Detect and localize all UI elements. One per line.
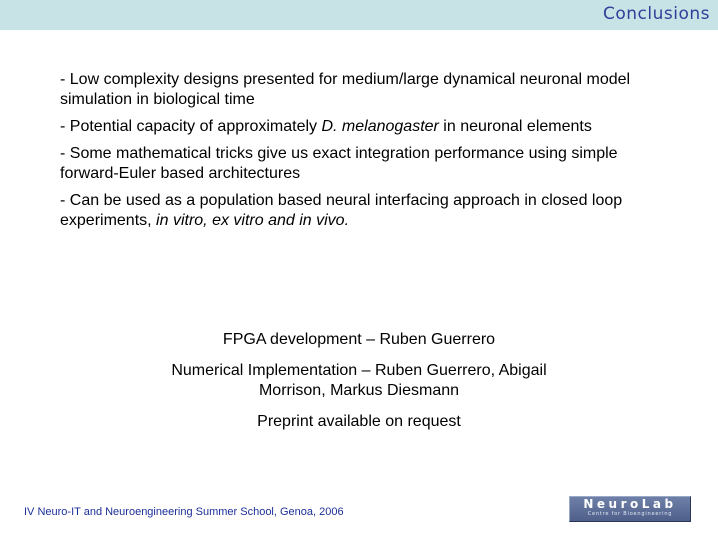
bullet-item: - Some mathematical tricks give us exact integration performance using simple forward-Euler based architectures (60, 145, 618, 182)
bullet-item: - Low complexity designs presented for medium/large dynamical neuronal model simulation in biological time (60, 71, 631, 108)
bullet-italic-text: in vitro, ex vitro and in vivo. (156, 212, 350, 229)
bullet-italic-text: D. melanogaster (321, 118, 439, 135)
credits-block (0, 330, 718, 443)
credit-fpga: FPGA development – Ruben Guerrero (222, 331, 496, 348)
bullet-text: - Potential capacity of approximately (60, 118, 322, 135)
bullet-text: - Can be used as a population based neural interfacing approach in closed loop experiments, (60, 192, 623, 229)
slide-title: Conclusions (602, 4, 710, 24)
header-bar (0, 0, 718, 30)
footer-text: IV Neuro-IT and Neuroengineering Summer School, Genoa, 2006 (24, 506, 344, 518)
neurolab-logo (569, 496, 691, 522)
bullet-item (60, 191, 680, 231)
logo-name: NeuroLab (583, 497, 677, 511)
conclusions-list (60, 70, 680, 238)
bullet-text: in neuronal elements (438, 118, 592, 135)
logo-subtitle: Centre for Bioengineering (587, 511, 673, 517)
bullet-item (60, 117, 680, 137)
credit-numerical: Numerical Implementation – Ruben Guerrero, Abigail Morrison, Markus Diesmann (171, 362, 547, 399)
credit-preprint: Preprint available on request (257, 413, 461, 430)
